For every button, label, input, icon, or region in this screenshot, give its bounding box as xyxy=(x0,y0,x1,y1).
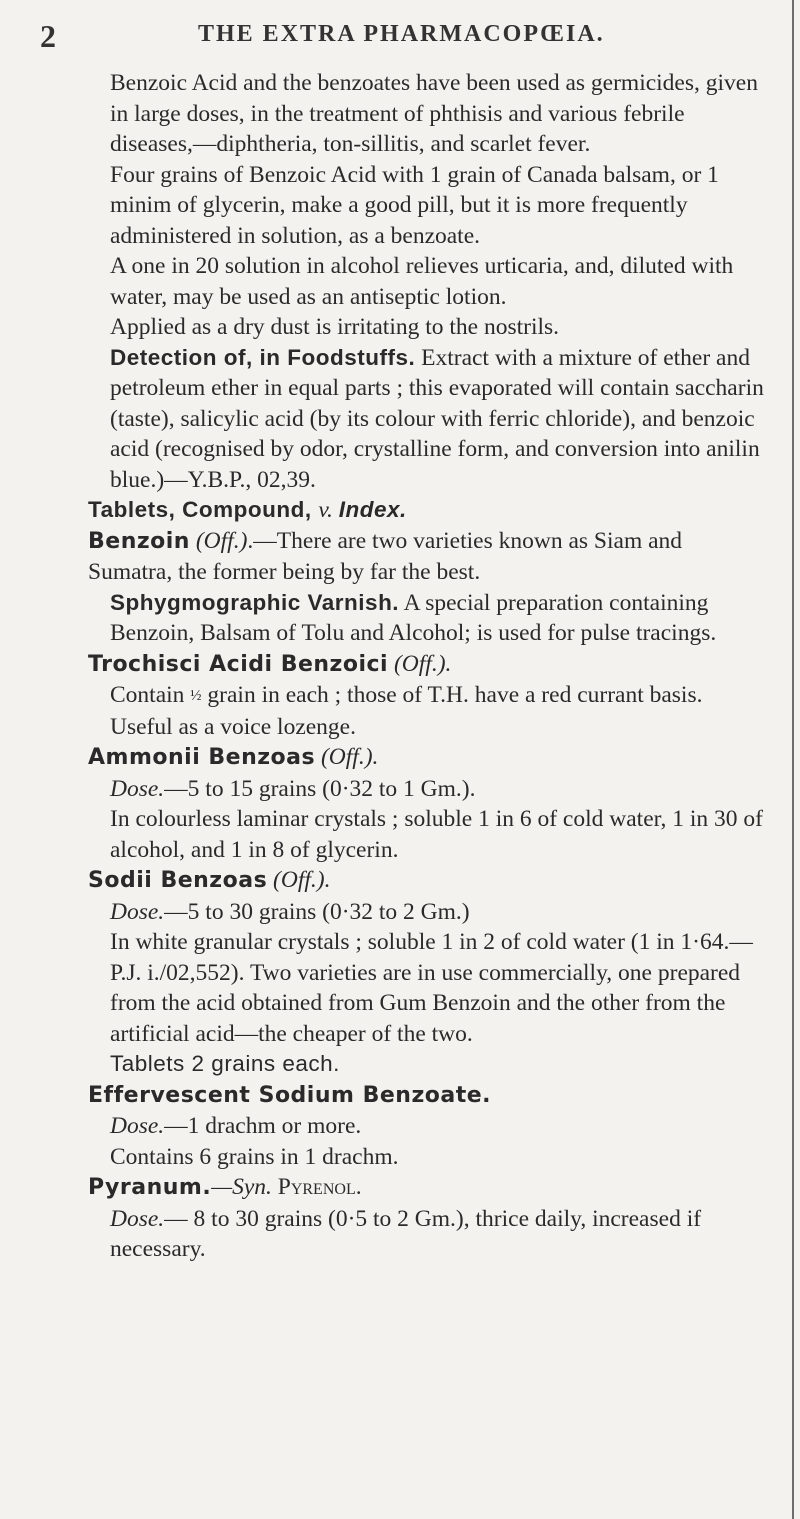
detection-heading: Detection of, in Foodstuffs. xyxy=(110,344,416,370)
sodii-dose-value: —5 to 30 grains (0·32 to 2 Gm.) xyxy=(164,898,470,925)
entry-sphygmographic xyxy=(88,588,770,649)
effer-text: Contains 6 grains in 1 drachm. xyxy=(110,1143,399,1170)
sodii-text: In white granular crystals ; soluble 1 in 2 of cold water (1 in 1·64.—P.J. i./02,552). Two varieties are in use commercially, one prepared from the acid obtained from Gum Benzoin and the other from the artificial acid—the cheaper of the two. xyxy=(110,929,753,1047)
sphyg-heading: Sphygmographic Varnish. xyxy=(110,589,400,615)
troch-text-b: grain in each ; those of T.H. have a red currant basis. Useful as a voice lozenge. xyxy=(110,682,703,740)
ammonii-text: In colourless laminar crystals ; soluble 1 in 6 of cold water, 1 in 30 of alcohol, and 1 in 8 of glycerin. xyxy=(110,806,763,863)
entry-trochisci xyxy=(88,649,770,681)
entry-detection xyxy=(88,343,770,496)
pyranum-dose-value: — 8 to 30 grains (0·5 to 2 Gm.), thrice daily, increased if necessary. xyxy=(110,1205,702,1262)
page-header xyxy=(0,0,792,60)
sodii-tablets: Tablets 2 grains each. xyxy=(110,1051,340,1076)
effer-dose-value: —1 drachm or more. xyxy=(164,1113,362,1139)
entry-pyranum xyxy=(88,1172,770,1204)
troch-off: (Off.). xyxy=(388,650,452,677)
sodii-heading: Sodii Benzoas xyxy=(88,868,268,893)
running-title: THE EXTRA PHARMACOPŒIA. xyxy=(198,21,605,47)
effer-dose xyxy=(88,1111,770,1142)
troch-heading: Trochisci Acidi Benzoici xyxy=(88,651,389,677)
paragraph-solution: A one in 20 solution in alcohol relieves urticaria, and, diluted with water, may be used as an antiseptic lotion. xyxy=(110,253,734,310)
sodii-dose xyxy=(88,897,770,928)
entry-sodii xyxy=(88,865,770,897)
ammonii-off: (Off.). xyxy=(315,744,379,770)
effer-dose-label: Dose. xyxy=(110,1113,165,1139)
benzoin-heading: Benzoin xyxy=(88,528,190,554)
troch-text xyxy=(88,680,770,742)
entry-tablets-compound xyxy=(88,495,770,526)
tablets-heading: Tablets, Compound, xyxy=(88,497,319,522)
entry-ammonii xyxy=(88,742,770,774)
sodii-dose-label: Dose. xyxy=(110,898,165,925)
ammonii-heading: Ammonii Benzoas xyxy=(88,745,316,770)
page-edge-rule xyxy=(792,0,794,1519)
paragraph-germicides: Benzoic Acid and the benzoates have been used as germicides, given in large doses, in the treatment of phthisis and various febrile diseases,—diphtheria, ton-sillitis, and scarlet fever. xyxy=(110,70,758,157)
paragraph-pill: Four grains of Benzoic Acid with 1 grain of Canada balsam, or 1 minim of glycerin, make a good pill, but it is more frequently administered in solution, as a benzoate. xyxy=(110,161,719,249)
paragraph-dry-dust: Applied as a dry dust is irritating to the nostrils. xyxy=(110,314,560,340)
body-text xyxy=(88,68,770,1265)
benzoin-text: .—There are two varieties known as Siam and Sumatra, the former being by far the best. xyxy=(88,527,683,585)
troch-text-a: Contain xyxy=(110,682,191,708)
benzoin-off: (Off.) xyxy=(189,527,248,554)
entry-benzoin xyxy=(88,526,770,588)
effer-heading: Effervescent Sodium Benzoate. xyxy=(88,1082,492,1108)
pyranum-syn: Pyrenol. xyxy=(271,1174,362,1200)
entry-effervescent xyxy=(88,1080,770,1112)
page-number: 2 xyxy=(40,18,56,54)
tablets-v: v. xyxy=(318,497,339,523)
troch-fraction: ½ xyxy=(190,688,202,704)
ammonii-dose xyxy=(88,774,770,805)
tablets-index: Index. xyxy=(338,497,407,522)
ammonii-dose-value: —5 to 15 grains (0·32 to 1 Gm.). xyxy=(164,775,476,802)
pyranum-heading: Pyranum. xyxy=(88,1175,212,1200)
ammonii-dose-label: Dose. xyxy=(110,775,165,802)
detection-text: Extract with a mixture of ether and petroleum ether in equal parts ; this evaporated will contain saccharin (taste), salicylic acid (by its colour with ferric chloride), and benzoic acid (recognised by odor, crystalline form, and conversion into anilin blue.)—Y.B.P., 02,39. xyxy=(110,344,764,493)
sodii-off: (Off.). xyxy=(267,867,331,893)
pyranum-dose-label: Dose. xyxy=(110,1205,165,1232)
pyranum-dose xyxy=(88,1204,770,1265)
pyranum-syn-label: —Syn. xyxy=(211,1174,272,1200)
sphyg-text: A special preparation containing Benzoin, Balsam of Tolu and Alcohol; is used for pulse tracings. xyxy=(110,589,717,646)
